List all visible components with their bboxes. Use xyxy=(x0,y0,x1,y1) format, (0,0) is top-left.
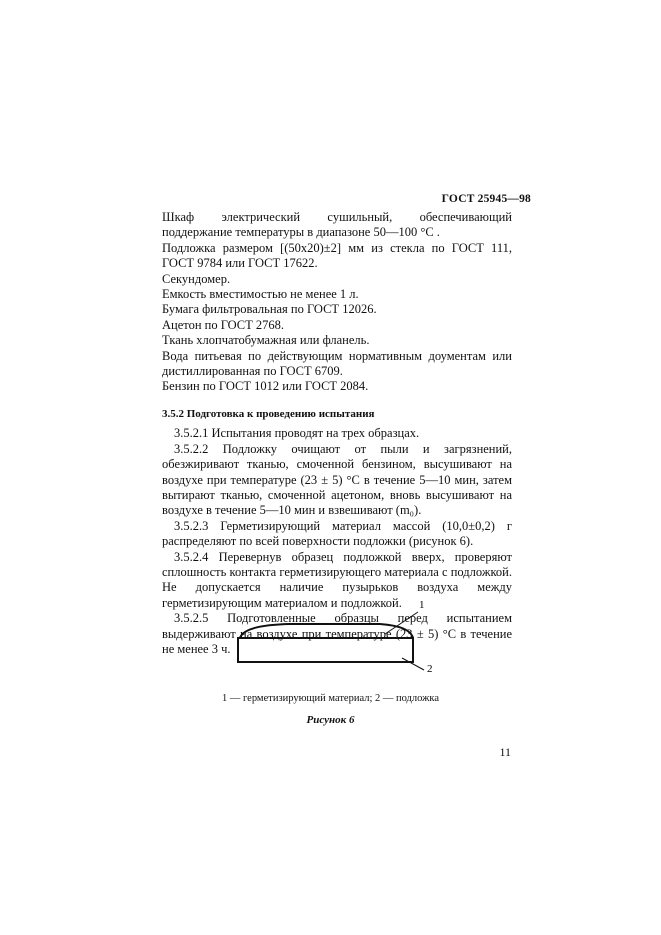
leader-line-1 xyxy=(385,612,418,634)
paragraph: 3.5.2.2 Подложку очищают от пыли и загрязнений, обезжиривают тканью, смоченной бензином, высушивают на воздухе при температуре (23 ± 5) °С в течение 5—10 мин, затем вытирают тканью, смоченной ацетоном, вновь высушивают на воздухе в течение 5—10 мин и взвешивают (m₀). xyxy=(162,441,512,518)
paragraph: 3.5.2.1 Испытания проводят на трех образцах. xyxy=(174,426,420,441)
label-2: 2 xyxy=(427,663,433,675)
paragraph: 3.5.2.3 Герметизирующий материал массой (10,0±0,2) г распределяют по всей поверхности подложки (рисунок 6). xyxy=(162,518,512,549)
figure-6-diagram xyxy=(230,598,450,678)
figure-title: Рисунок 6 xyxy=(306,714,355,726)
page-number: 11 xyxy=(499,745,511,759)
document-header: ГОСТ 25945—98 xyxy=(441,193,531,205)
equipment-item: Ацетон по ГОСТ 2768. xyxy=(162,317,285,332)
equipment-item: Подложка размером [(50x20)±2] мм из стекла по ГОСТ 111, ГОСТ 9784 или ГОСТ 17622. xyxy=(162,240,512,271)
label-1: 1 xyxy=(419,599,425,611)
section-heading: 3.5.2 Подготовка к проведению испытания xyxy=(162,407,375,420)
equipment-item: Бензин по ГОСТ 1012 или ГОСТ 2084. xyxy=(162,379,369,394)
equipment-item: Шкаф электрический сушильный, обеспечивающий поддержание температуры в диапазоне 50—100 °С . xyxy=(162,210,512,240)
paragraph: 3.5.2.4 Перевернув образец подложкой вверх, проверяют сплошность контакта герметизирующего материала с подложкой. Не допускается наличие пузырьков воздуха между герметизирующим материалом и подложкой. xyxy=(162,549,512,610)
sealant-dome xyxy=(240,624,413,638)
equipment-item: Вода питьевая по действующим нормативным доументам или дистиллированная по ГОСТ 6709. xyxy=(162,348,512,379)
equipment-list xyxy=(162,210,512,395)
equipment-item: Ткань хлопчатобумажная или фланель. xyxy=(162,333,370,348)
figure-caption: 1 — герметизирующий материал; 2 — подложка xyxy=(222,693,439,704)
document-body xyxy=(162,210,512,657)
equipment-item: Бумага фильтровальная по ГОСТ 12026. xyxy=(162,302,377,317)
equipment-item: Секундомер. xyxy=(162,271,231,286)
equipment-item: Емкость вместимостью не менее 1 л. xyxy=(162,287,359,302)
substrate-rect xyxy=(238,638,413,662)
paragraph: 3.5.2.5 Подготовленные образцы перед испытанием выдерживают на воздухе при температуре (23 ± 5) °С в течение не менее 3 ч. xyxy=(162,611,512,656)
